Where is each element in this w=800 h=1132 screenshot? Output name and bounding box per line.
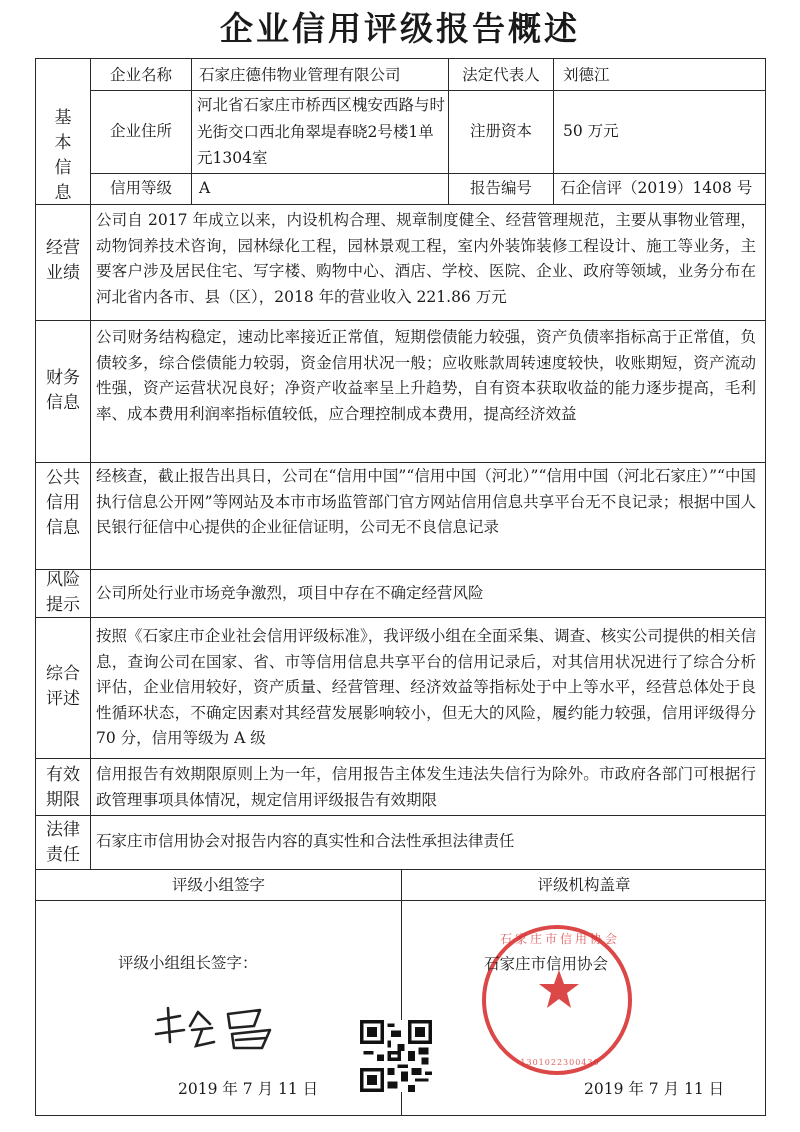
section-label-basic: 基本信息 [54, 108, 72, 203]
public-credit-text: 经核查，截止报告出具日，公司在“信用中国”“信用中国（河北）”“信用中国（河北石家庄）”“中国执行信息公开网”等网站及本市市场监管部门官方网站信用信息共享平台无不良记录；根据中国人民银行征信中心提供的企业征信证明，公司无不良信息记录 [96, 467, 756, 537]
section-label-public-credit: 公共信用信息 [46, 468, 80, 538]
handwritten-signature [150, 1000, 290, 1055]
rating-team-signature-header: 评级小组签字 [171, 876, 265, 894]
section-label-legal: 法律责任 [46, 820, 80, 865]
qr-code [360, 1020, 432, 1092]
credit-grade-value: A [199, 179, 211, 197]
divider [35, 617, 766, 618]
divider [35, 204, 766, 205]
capital-label: 注册资本 [469, 122, 532, 140]
report-number-value: 石企信评（2019）1408 号 [560, 179, 753, 197]
company-name-label: 企业名称 [109, 66, 172, 84]
finance-text: 公司财务结构稳定，速动比率接近正常值，短期偿债能力较强，资产负债率指标高于正常值，负债较多，综合偿债能力较弱，资金信用状况一般；应收账款周转速度较快，收账期短，资产流动性强，资产运营状况良好；净资产收益率呈上升趋势，自有资本获取收益的能力逐步提高，毛利率、成本费用利润率指标值较低，应合理控制成本费用，提高经济效益 [96, 328, 756, 423]
address-label: 企业住所 [109, 122, 172, 140]
validity-text: 信用报告有效期限原则上为一年，信用报告主体发生违法失信行为除外。市政府各部门可根据行政管理事项具体情况，规定信用评级报告有效期限 [96, 765, 756, 809]
team-leader-signature-label: 评级小组组长签字： [118, 954, 258, 972]
section-label-performance: 经营业绩 [46, 238, 80, 283]
seal-text: 石家庄市信用协会 [499, 932, 620, 946]
divider [35, 569, 766, 570]
divider [35, 320, 766, 321]
right-date: 2019 年 7 月 11 日 [584, 1080, 725, 1098]
summary-text: 按照《石家庄市企业社会信用评级标准》，我评级小组在全面采集、调查、核实公司提供的相关信息，查询公司在国家、省、市等信用信息共享平台的信用记录后，对其信用状况进行了综合分析评估，企业信用较好，资产质量、经营管理、经济效益等指标处于中上等水平，经营总体处于良性循环状态，不确定因素对其经营发展影响较小，但无大的风险，履约能力较强，信用评级得分 70 分，信用等级为 A 级 [96, 627, 756, 748]
section-label-finance: 财务信息 [46, 368, 80, 413]
company-name-value: 石家庄德伟物业管理有限公司 [199, 66, 401, 84]
divider [35, 462, 766, 463]
section-label-risk: 风险提示 [46, 570, 80, 615]
performance-text: 公司自 2017 年成立以来，内设机构合理、规章制度健全、经营管理规范，主要从事物业管理，动物饲养技术咨询，园林绿化工程，园林景观工程，室内外装饰装修工程设计、施工等业务，主要客户涉及居民住宅、写字楼、购物中心、酒店、学校、医院、企业、政府等领域，业务分布在河北省内各市、县（区），2018 年的营业收入 221.86 万元 [96, 211, 756, 306]
legal-rep-value: 刘德江 [563, 66, 610, 84]
section-label-validity: 有效期限 [46, 765, 80, 810]
left-date: 2019 年 7 月 11 日 [178, 1080, 319, 1098]
divider [191, 58, 192, 204]
address-value: 河北省石家庄市桥西区槐安西路与时光街交口西北角翠堤春晓2号楼1单元1304室 [197, 96, 446, 167]
capital-value: 50 万元 [563, 122, 619, 140]
divider [553, 58, 554, 204]
page-title: 企业信用评级报告概述 [220, 9, 580, 48]
report-number-label: 报告编号 [469, 179, 532, 197]
rating-org-seal-header: 评级机构盖章 [537, 876, 631, 894]
legal-text: 石家庄市信用协会对报告内容的真实性和合法性承担法律责任 [96, 832, 515, 850]
divider [35, 815, 766, 816]
seal-code: 1301022300430 [520, 1058, 600, 1067]
section-label-summary: 综合评述 [46, 664, 80, 709]
divider [35, 758, 766, 759]
organization-name: 石家庄市信用协会 [484, 955, 609, 973]
risk-text: 公司所处行业市场竞争激烈，项目中存在不确定经营风险 [96, 584, 484, 602]
legal-rep-label: 法定代表人 [462, 66, 540, 84]
credit-grade-label: 信用等级 [109, 179, 172, 197]
